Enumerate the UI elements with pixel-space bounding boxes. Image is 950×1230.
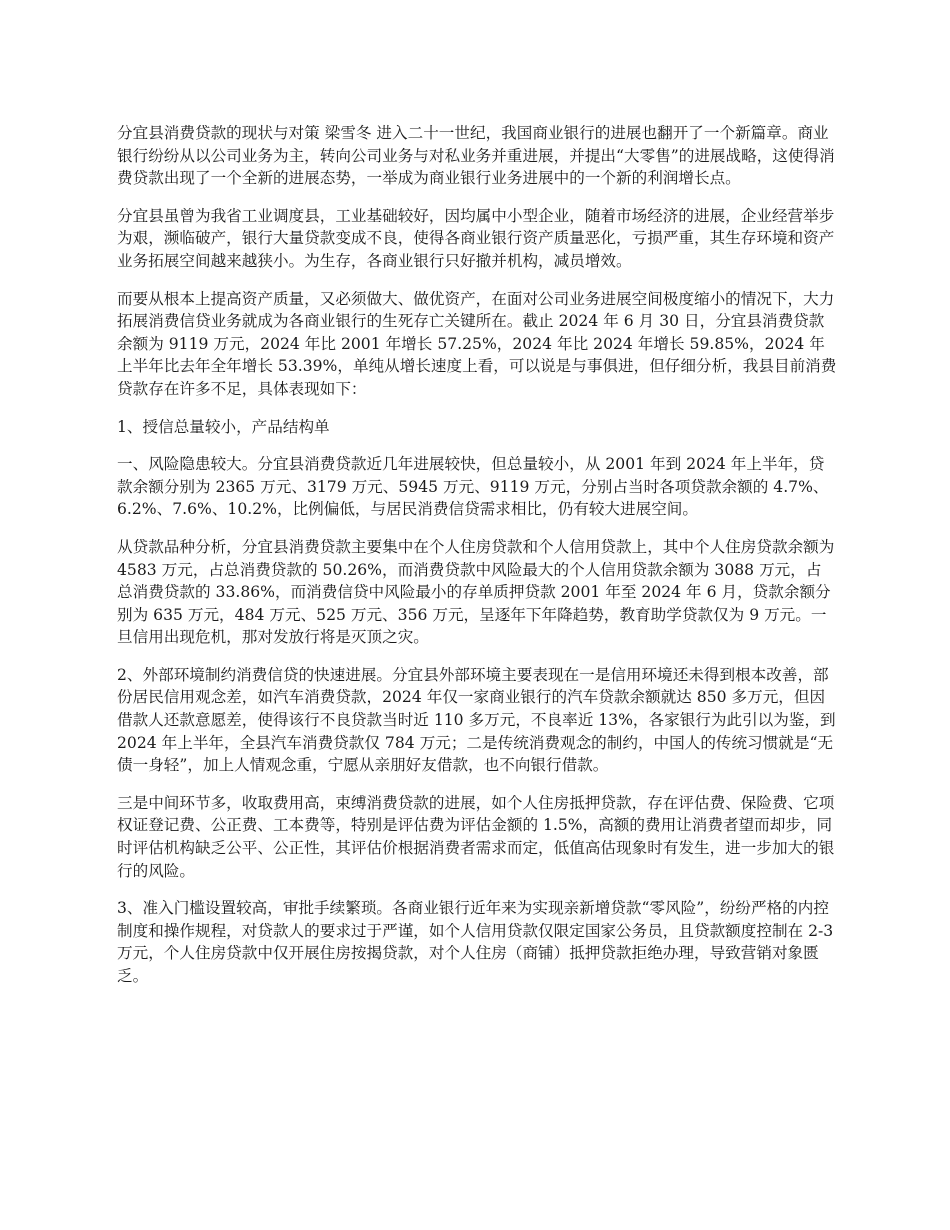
paragraph-entry-threshold: 3、准入门槛设置较高，审批手续繁琐。各商业银行近年来为实现亲新增贷款“零风险”，纷纷严格的内控制度和操作规程，对贷款人的要求过于严谨，如个人信用贷款仅限定国家公务员，且贷款额度控制在 2-3 万元，个人住房贷款中仅开展住房按揭贷款，对个人住房（商铺）抵押贷款拒绝办理，导致营销对象匮乏。	[117, 899, 834, 985]
paragraph-county-background: 分宜县虽曾为我省工业调度县，工业基础较好，因均属中小型企业，随着市场经济的进展，企业经营举步为艰，濒临破产，银行大量贷款变成不良，使得各商业银行资产质量恶化，亏损严重，其生存环境和资产业务拓展空间越来越狭小。为生存，各商业银行只好撤并机构，减员增效。	[117, 206, 835, 270]
paragraph-intermediate-fees: 三是中间环节多，收取费用高，束缚消费贷款的进展，如个人住房抵押贷款，存在评估费、保险费、它项权证登记费、公正费、工本费等，特别是评估费为评估金额的 1.5%，高额的费用让消费者望而却步，同时评估机构缺乏公平、公正性，其评估价根据消费者需求而定，低值高估现象时有发生，进一步加大的银行的风险。	[117, 793, 835, 880]
paragraph-loan-types: 从贷款品种分析，分宜县消费贷款主要集中在个人住房贷款和个人信用贷款上，其中个人住房贷款余额为 4583 万元，占总消费贷款的 50.26%，而消费贷款中风险最大的个人信用贷款余额为 3088 万元，占总消费贷款的 33.86%，而消费信贷中风险最小的存单质押贷款 2001 年至 2024 年 6 月，贷款余额分别为 635 万元，484 万元、525 万元、356 万元，呈逐年下年降趋势，教育助学贷款仅为 9 万元。一旦信用出现危机，那对发放行将是灭顶之灾。	[117, 537, 835, 647]
paragraph-intro: 分宜县消费贷款的现状与对策 梁雪冬 进入二十一世纪，我国商业银行的进展也翻开了一个新篇章。商业银行纷纷从以公司业务为主，转向公司业务与对私业务并重进展，并提出“大零售”的进展战略，这使得消费贷款出现了一个全新的进展态势，一举成为商业银行业务进展中的一个新的利润增长点。	[117, 124, 835, 188]
paragraph-risk: 一、风险隐患较大。分宜县消费贷款近几年进展较快，但总量较小，从 2001 年到 2024 年上半年，贷款余额分别为 2365 万元、3179 万元、5945 万元、9119 万元，分别占当时各项贷款余额的 4.7%、6.2%、7.6%、10.2%，比例偏低，与居民消费信贷需求相比，仍有较大进展空间。	[117, 455, 829, 519]
document-page	[117, 122, 837, 1003]
section-heading-credit-structure: 1、授信总量较小，产品结构单	[117, 417, 330, 436]
paragraph-loan-growth: 而要从根本上提高资产质量，又必须做大、做优资产，在面对公司业务进展空间极度缩小的情况下，大力拓展消费信贷业务就成为各商业银行的生死存亡关键所在。截止 2024 年 6 月 30 日，分宜县消费贷款余额为 9119 万元，2024 年比 2001 年增长 57.25%，2024 年比 2024 年增长 59.85%，2024 年上半年比去年全年增长 53.39%，单纯从增长速度上看，可以说是与事俱进，但仔细分析，我县目前消费贷款存在许多不足，具体表现如下：	[117, 289, 837, 398]
paragraph-external-environment: 2、外部环境制约消费信贷的快速进展。分宜县外部环境主要表现在一是信用环境还未得到根本改善，部份居民信用观念差，如汽车消费贷款，2024 年仅一家商业银行的汽车贷款余额就达 850 多万元，但因借款人还款意愿差，使得该行不良贷款当时近 110 多万元，不良率近 13%，各家银行为此引以为鉴，到 2024 年上半年，全县汽车消费贷款仅 784 万元；二是传统消费观念的制约，中国人的传统习惯就是“无债一身轻”，加上人情观念重，宁愿从亲朋好友借款，也不向银行借款。	[117, 665, 836, 775]
